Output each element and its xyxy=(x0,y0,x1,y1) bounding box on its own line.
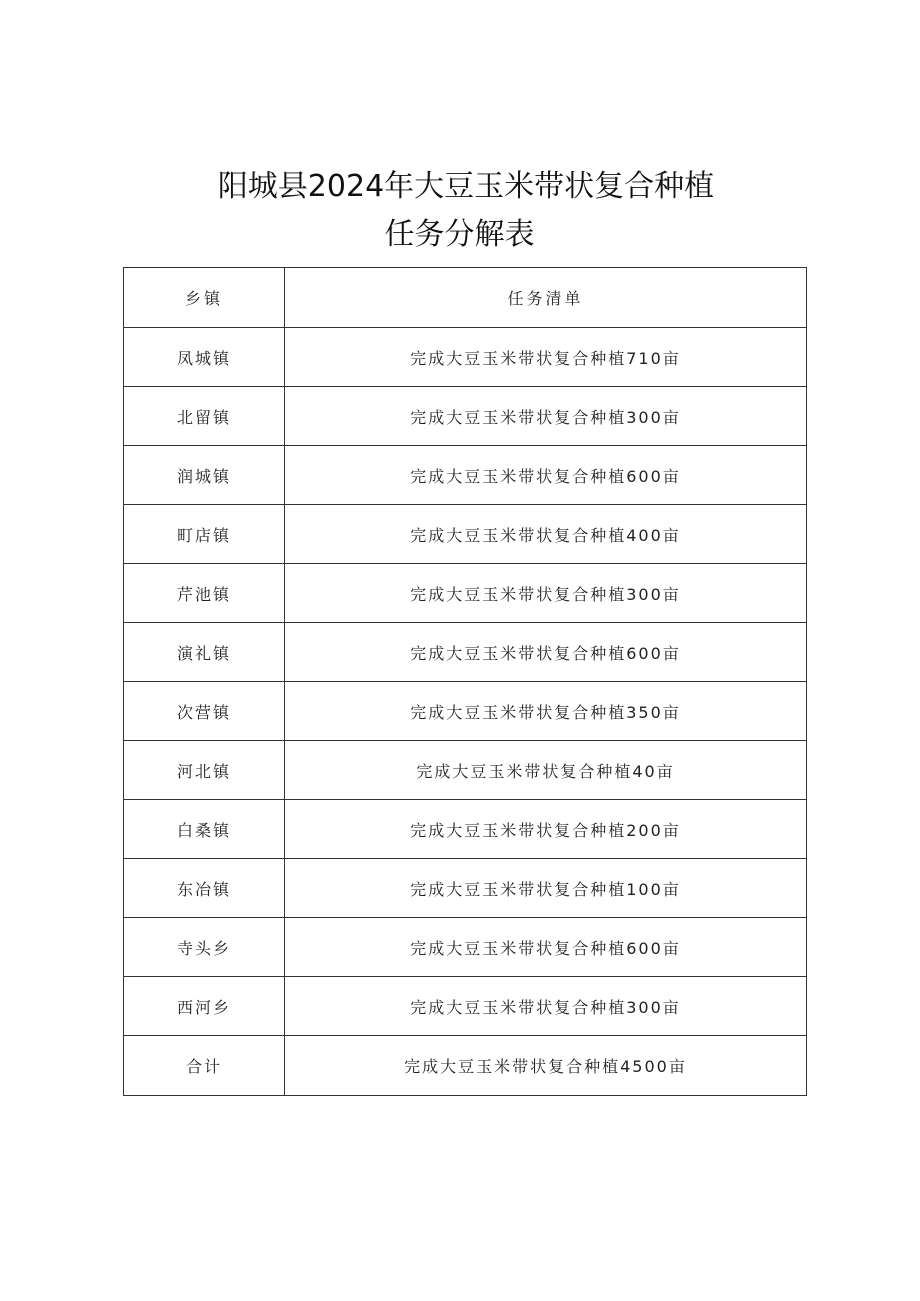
town-cell: 东冶镇 xyxy=(124,859,285,918)
title-line-2: 任务分解表 xyxy=(384,217,535,252)
town-cell: 芹池镇 xyxy=(124,564,285,623)
task-cell: 完成大豆玉米带状复合种植300亩 xyxy=(285,977,807,1036)
table-row xyxy=(124,564,807,623)
table-row xyxy=(124,682,807,741)
total-label-cell: 合计 xyxy=(124,1036,285,1096)
task-cell: 完成大豆玉米带状复合种植600亩 xyxy=(285,623,807,682)
task-cell: 完成大豆玉米带状复合种植600亩 xyxy=(285,918,807,977)
town-cell: 演礼镇 xyxy=(124,623,285,682)
table-row xyxy=(124,505,807,564)
task-cell: 完成大豆玉米带状复合种植710亩 xyxy=(285,328,807,387)
town-cell: 北留镇 xyxy=(124,387,285,446)
task-cell: 完成大豆玉米带状复合种植40亩 xyxy=(285,741,807,800)
task-cell: 完成大豆玉米带状复合种植600亩 xyxy=(285,446,807,505)
title-line-1: 阳城县2024年大豆玉米带状复合种植 xyxy=(217,169,715,204)
task-cell: 完成大豆玉米带状复合种植300亩 xyxy=(285,387,807,446)
table-row xyxy=(124,977,807,1036)
town-cell: 西河乡 xyxy=(124,977,285,1036)
town-cell: 次营镇 xyxy=(124,682,285,741)
town-cell: 町店镇 xyxy=(124,505,285,564)
town-cell: 河北镇 xyxy=(124,741,285,800)
header-town: 乡镇 xyxy=(124,268,285,328)
table-row xyxy=(124,387,807,446)
town-cell: 白桑镇 xyxy=(124,800,285,859)
total-task-cell: 完成大豆玉米带状复合种植4500亩 xyxy=(285,1036,807,1096)
task-cell: 完成大豆玉米带状复合种植400亩 xyxy=(285,505,807,564)
table-row xyxy=(124,800,807,859)
table-row xyxy=(124,741,807,800)
table-row xyxy=(124,328,807,387)
town-cell: 寺头乡 xyxy=(124,918,285,977)
document-title xyxy=(0,163,920,259)
town-cell: 凤城镇 xyxy=(124,328,285,387)
task-cell: 完成大豆玉米带状复合种植200亩 xyxy=(285,800,807,859)
table-row xyxy=(124,446,807,505)
table-header-row xyxy=(124,268,807,328)
task-cell: 完成大豆玉米带状复合种植100亩 xyxy=(285,859,807,918)
task-cell: 完成大豆玉米带状复合种植300亩 xyxy=(285,564,807,623)
town-cell: 润城镇 xyxy=(124,446,285,505)
task-table xyxy=(123,267,807,1096)
total-row xyxy=(124,1036,807,1096)
task-cell: 完成大豆玉米带状复合种植350亩 xyxy=(285,682,807,741)
table-row xyxy=(124,623,807,682)
header-task: 任务清单 xyxy=(285,268,807,328)
table-row xyxy=(124,859,807,918)
table-row xyxy=(124,918,807,977)
